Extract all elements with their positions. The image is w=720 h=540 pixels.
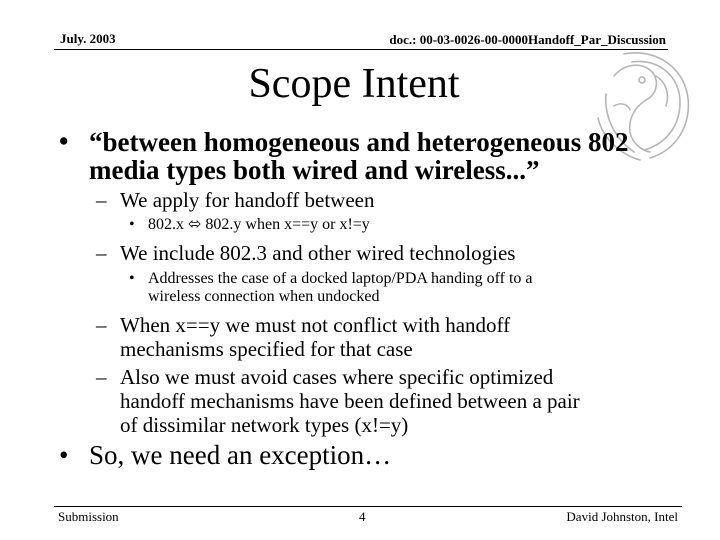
header-doc-id: doc.: 00-03-0026-00-0000Handoff_Par_Discussion xyxy=(389,32,666,47)
dash-glyph: – xyxy=(96,313,107,337)
closing-bullet: So, we need an exception… xyxy=(89,440,392,470)
sub-bullet-3-line-1: When x==y we must not conflict with handoff xyxy=(120,313,511,337)
bullet-glyph: • xyxy=(129,216,135,233)
footer-submission: Submission xyxy=(58,509,119,524)
sub-bullet-2-item-line-1: Addresses the case of a docked laptop/PDA handing off to a xyxy=(148,270,533,287)
footer-divider xyxy=(54,506,682,507)
main-bullet-line-1: “between homogeneous and heterogeneous 802 xyxy=(89,127,629,157)
dash-glyph: – xyxy=(96,188,107,212)
footer-page-number: 4 xyxy=(359,509,366,524)
dash-glyph: – xyxy=(96,241,107,265)
bullet-glyph: • xyxy=(129,270,135,287)
sub-bullet-2: We include 802.3 and other wired technologies xyxy=(120,241,516,265)
bullet-glyph: • xyxy=(59,126,69,156)
header-date: July. 2003 xyxy=(60,31,116,46)
sub-bullet-3-line-2: mechanisms specified for that case xyxy=(120,337,413,361)
footer-author: David Johnston, Intel xyxy=(566,509,678,524)
slide-title: Scope Intent xyxy=(248,61,460,107)
bullet-glyph: • xyxy=(59,440,69,470)
sub-bullet-4-line-3: of dissimilar network types (x!=y) xyxy=(120,413,409,437)
dash-glyph: – xyxy=(96,365,107,389)
sub-bullet-1-item: 802.x ⬄ 802.y when x==y or x!=y xyxy=(148,216,370,233)
sub-bullet-4-line-1: Also we must avoid cases where specific optimized xyxy=(120,365,554,389)
header-divider xyxy=(54,49,668,50)
sub-bullet-1: We apply for handoff between xyxy=(120,188,375,212)
sub-bullet-2-item-line-2: wireless connection when undocked xyxy=(148,288,380,305)
sub-bullet-4-line-2: handoff mechanisms have been defined between a pair xyxy=(120,389,580,413)
main-bullet-line-2: media types both wired and wireless...” xyxy=(89,155,540,185)
